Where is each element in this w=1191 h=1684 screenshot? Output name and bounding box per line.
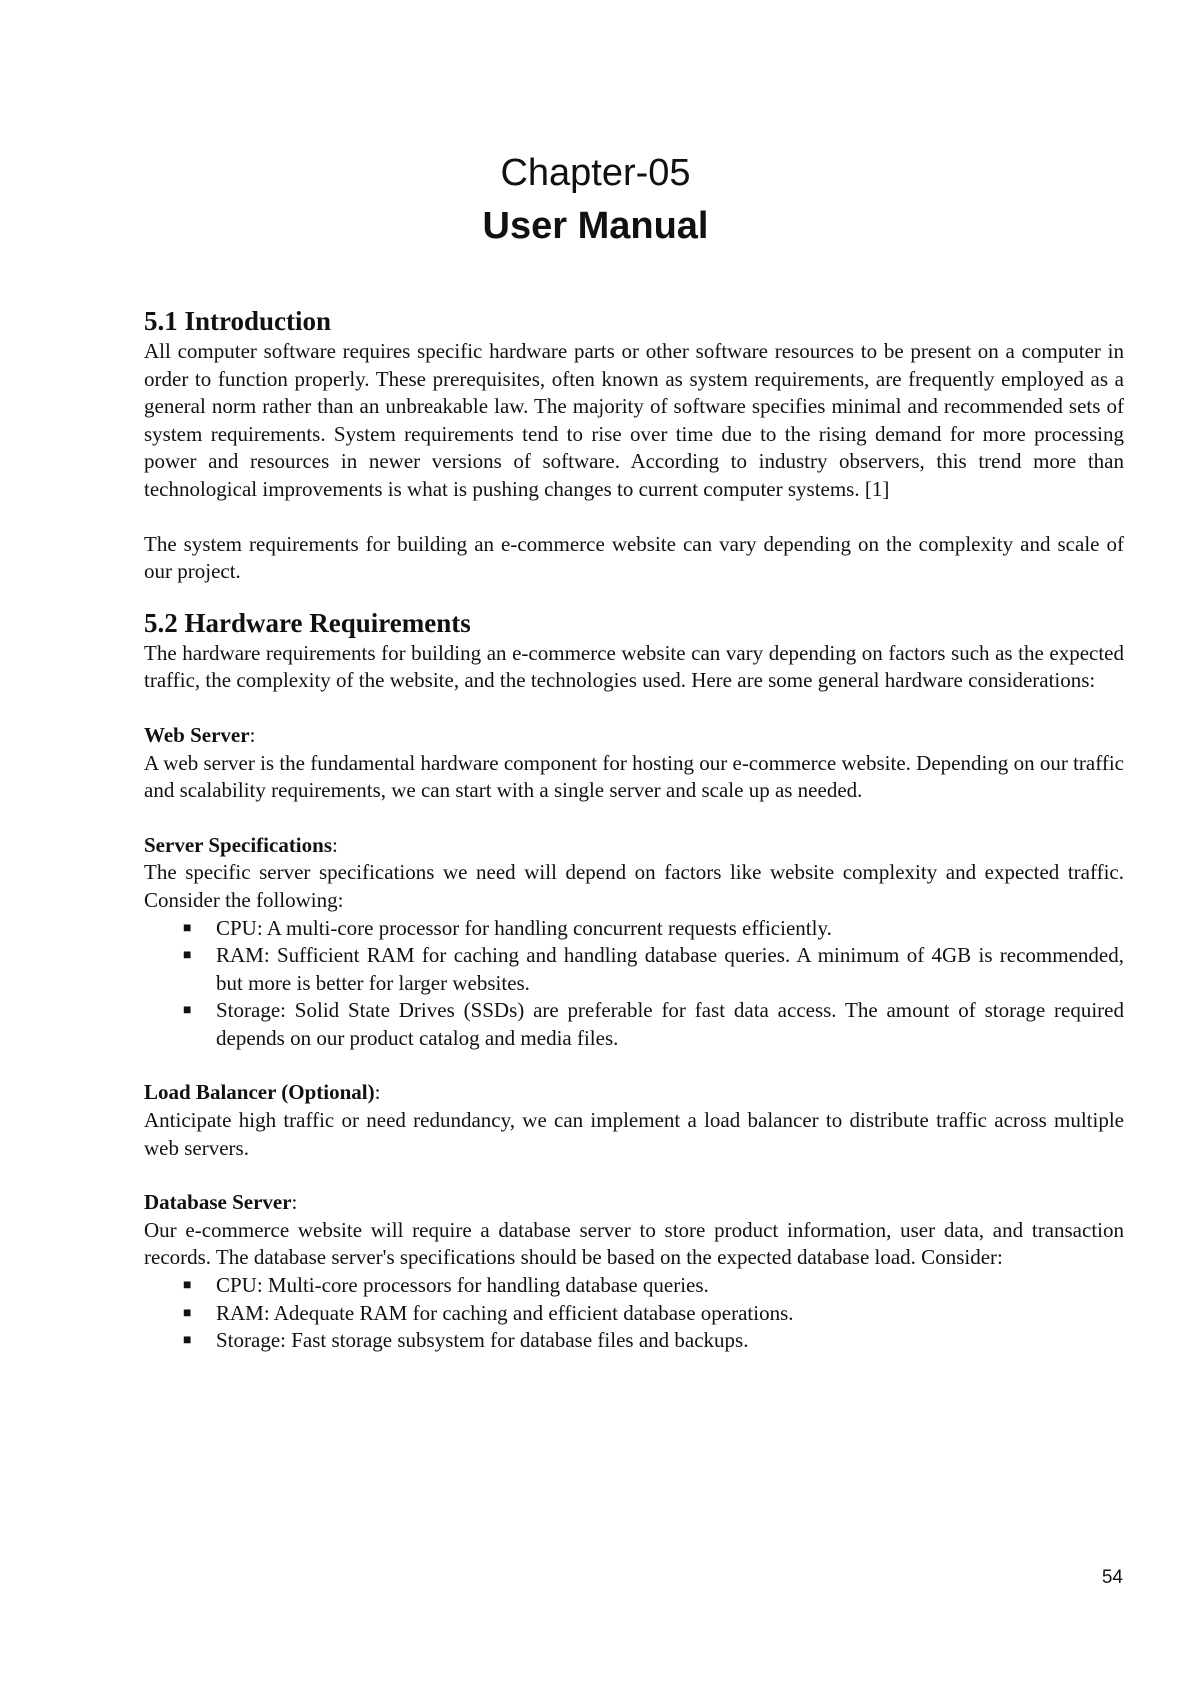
list-item-text: RAM: Adequate RAM for caching and efficient database operations. <box>216 1300 794 1325</box>
bullet-square-icon: ■ <box>183 1333 192 1349</box>
paragraph-spacer <box>144 695 1124 722</box>
list-item-text: Storage: Solid State Drives (SSDs) are preferable for fast data access. The amount of storage required depends on our product catalog and media files. <box>216 998 1124 1050</box>
web-server-label: Web Server <box>144 722 250 747</box>
introduction-paragraph-1: All computer software requires specific hardware parts or other software resources to be present on a computer in order to function properly. These prerequisites, often known as system requirements, are frequently employed as a general norm rather than an unbreakable law. The majority of software specifies minimal and recommended sets of system requirements. System requirements tend to rise over time due to the rising demand for more processing power and resources in newer versions of software. According to industry observers, this trend more than technological improvements is what is pushing changes to current computer systems. [1] <box>144 339 1124 501</box>
list-item <box>183 997 1124 1052</box>
paragraph-spacer <box>144 805 1124 832</box>
server-specs-label: Server Specifications <box>144 832 332 857</box>
web-server-text: A web server is the fundamental hardware component for hosting our e-commerce website. Depending on our traffic and scalability requirements, we can start with a single server and scale up as needed. <box>144 750 1124 803</box>
bullet-square-icon: ■ <box>183 1305 192 1321</box>
chapter-title: User Manual <box>482 205 709 247</box>
load-balancer-colon: : <box>374 1080 381 1105</box>
database-server-list <box>144 1272 1124 1355</box>
list-item-text: Storage: Fast storage subsystem for database files and backups. <box>216 1328 749 1353</box>
page-number: 54 <box>1101 1567 1123 1588</box>
chapter-number: Chapter-05 <box>500 152 691 194</box>
hardware-paragraph-1: The hardware requirements for building an e-commerce website can vary depending on factors such as the expected traffic, the complexity of the website, and the technologies used. Here are some general hardware considerations: <box>144 640 1124 693</box>
chapter-header <box>0 148 1191 254</box>
database-server-text: Our e-commerce website will require a database server to store product information, user data, and transaction records. The database server's specifications should be based on the expected database load. Consider: <box>144 1217 1124 1270</box>
list-item-text: RAM: Sufficient RAM for caching and handling database queries. A minimum of 4GB is recommended, but more is better for larger websites. <box>216 943 1124 995</box>
server-specs-heading <box>144 832 1124 860</box>
paragraph-spacer <box>144 1052 1124 1079</box>
list-item <box>183 915 1124 943</box>
bullet-square-icon: ■ <box>183 1003 192 1019</box>
server-specs-colon: : <box>332 832 338 857</box>
database-server-colon: : <box>291 1190 298 1215</box>
page-content <box>144 304 1124 1355</box>
web-server-colon: : <box>249 722 256 747</box>
bullet-square-icon: ■ <box>183 1278 192 1294</box>
server-specs-list <box>144 915 1124 1053</box>
load-balancer-label: Load Balancer (Optional) <box>144 1080 375 1105</box>
paragraph-spacer <box>144 1162 1124 1189</box>
paragraph-spacer <box>144 504 1124 531</box>
bullet-square-icon: ■ <box>183 948 192 964</box>
list-item <box>183 1272 1124 1300</box>
web-server-heading <box>144 722 1124 750</box>
list-item <box>183 942 1124 997</box>
list-item <box>183 1300 1124 1328</box>
section-heading-hardware: 5.2 Hardware Requirements <box>144 607 471 638</box>
section-heading-introduction: 5.1 Introduction <box>144 306 332 336</box>
list-item-text: CPU: A multi-core processor for handling concurrent requests efficiently. <box>216 915 832 940</box>
load-balancer-text: Anticipate high traffic or need redundancy, we can implement a load balancer to distribute traffic across multiple web servers. <box>144 1108 1124 1160</box>
database-server-label: Database Server <box>144 1190 292 1215</box>
list-item <box>183 1327 1124 1355</box>
server-specs-text: The specific server specifications we need will depend on factors like website complexity and expected traffic. Consider the following: <box>144 860 1124 912</box>
introduction-paragraph-2: The system requirements for building an e-commerce website can vary depending on the complexity and scale of our project. <box>144 531 1124 584</box>
database-server-heading <box>144 1189 1124 1217</box>
bullet-square-icon: ■ <box>183 920 192 936</box>
list-item-text: CPU: Multi-core processors for handling database queries. <box>216 1273 709 1298</box>
section-spacer <box>144 586 1124 606</box>
load-balancer-heading <box>144 1079 1124 1107</box>
